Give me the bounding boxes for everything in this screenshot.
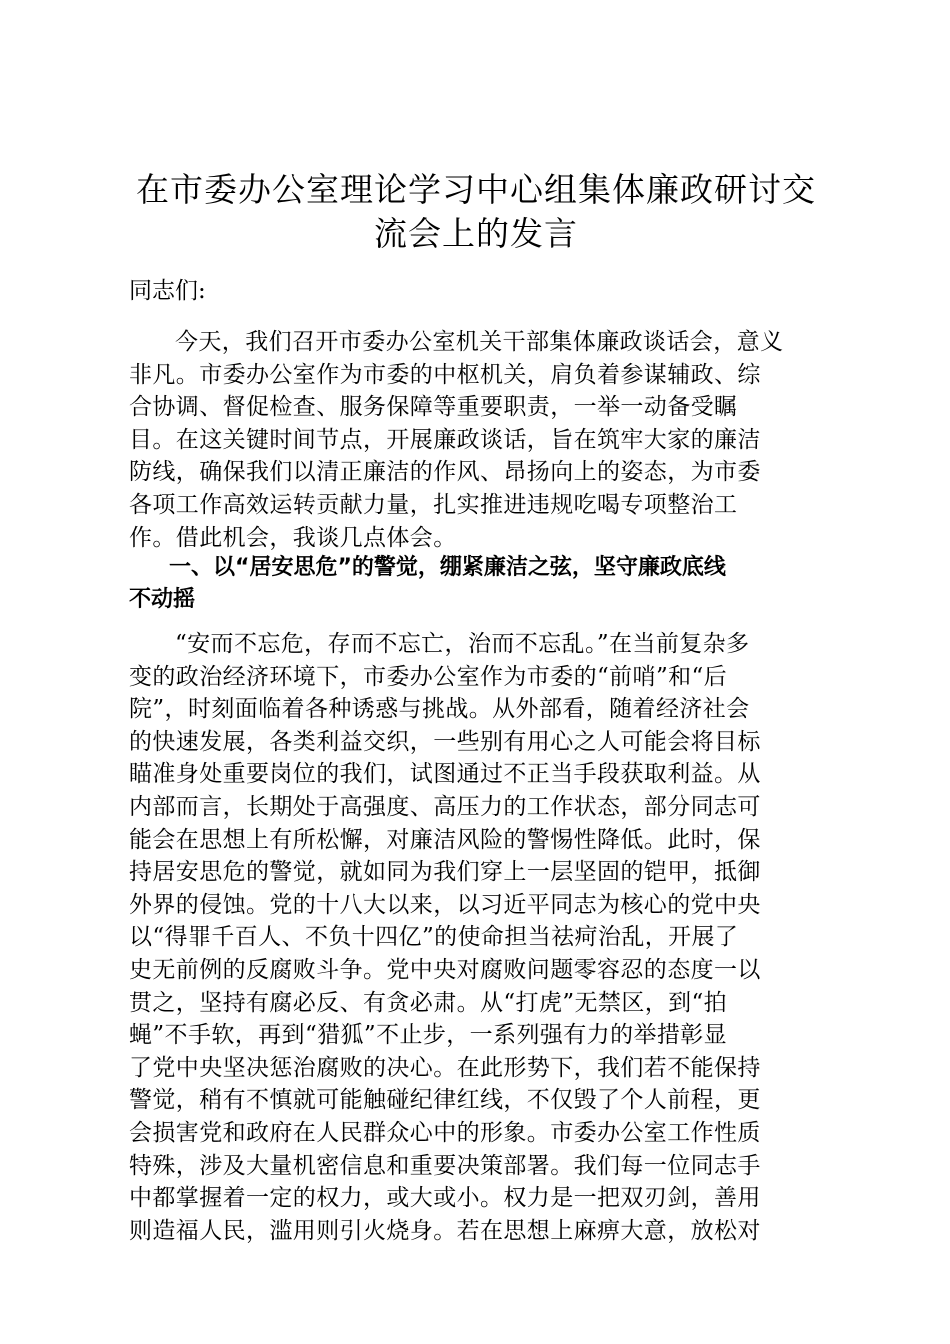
text-line: 特殊，涉及大量机密信息和重要决策部署。我们每一位同志手 xyxy=(129,1152,761,1179)
text-line: 今天，我们召开市委办公室机关干部集体廉政谈话会，意义 xyxy=(175,329,784,355)
title-line: 流会上的发言 xyxy=(374,214,578,253)
text-line: 院”，时刻面临着各种诱惑与挑战。从外部看，随着经济社会 xyxy=(129,696,750,723)
text-line: “安而不忘危，存而不忘亡，治而不忘乱。”在当前复杂多 xyxy=(175,631,750,657)
text-line: 贯之，坚持有腐必反、有贪必肃。从“打虎”无禁区，到“拍 xyxy=(129,989,728,1016)
text-line: 史无前例的反腐败斗争。党中央对腐败问题零容忍的态度一以 xyxy=(129,956,761,983)
text-line: 则造福人民，滥用则引火烧身。若在思想上麻痹大意，放松对 xyxy=(129,1217,761,1244)
text-line: 合协调、督促检查、服务保障等重要职责，一举一动备受瞩 xyxy=(129,394,738,421)
text-line: 持居安思危的警觉，就如同为我们穿上一层坚固的铠甲，抵御 xyxy=(129,859,761,886)
heading-line: 一、以“居安思危”的警觉，绷紧廉洁之弦，坚守廉政底线 xyxy=(169,555,726,580)
text-line: 非凡。市委办公室作为市委的中枢机关，肩负着参谋辅政、综 xyxy=(129,361,761,388)
text-line: 了党中央坚决惩治腐败的决心。在此形势下，我们若不能保持 xyxy=(129,1054,761,1081)
section-heading xyxy=(129,552,829,616)
text-line: 中都掌握着一定的权力，或大或小。权力是一把双刃剑，善用 xyxy=(129,1185,761,1212)
text-line: 会损害党和政府在人民群众心中的形象。市委办公室工作性质 xyxy=(129,1119,761,1146)
text-line: 防线，确保我们以清正廉洁的作风、昂扬向上的姿态，为市委 xyxy=(129,459,761,486)
text-line: 作。借此机会，我谈几点体会。 xyxy=(129,524,457,551)
text-line: 变的政治经济环境下，市委办公室作为市委的“前哨”和“后 xyxy=(129,663,728,690)
text-line: 蝇”不手软，再到“猎狐”不止步，一系列强有力的举措彰显 xyxy=(129,1022,728,1049)
text-line: 外界的侵蚀。党的十八大以来，以习近平同志为核心的党中央 xyxy=(129,891,761,918)
heading-line: 不动摇 xyxy=(129,587,196,612)
section-paragraph xyxy=(129,628,829,1247)
salutation: 同志们: xyxy=(129,278,206,304)
text-line: 能会在思想上有所松懈，对廉洁风险的警惕性降低。此时，保 xyxy=(129,826,761,853)
title-line: 在市委办公室理论学习中心组集体廉政研讨交 xyxy=(136,170,816,209)
text-line: 警觉，稍有不慎就可能触碰纪律红线，不仅毁了个人前程，更 xyxy=(129,1087,761,1114)
intro-paragraph xyxy=(129,326,829,554)
text-line: 的快速发展，各类利益交织，一些别有用心之人可能会将目标 xyxy=(129,728,761,755)
text-line: 以“得罪千百人、不负十四亿”的使命担当祛疴治乱，开展了 xyxy=(129,924,739,951)
text-line: 目。在这关键时间节点，开展廉政谈话，旨在筑牢大家的廉洁 xyxy=(129,426,761,453)
text-line: 内部而言，长期处于高强度、高压力的工作状态，部分同志可 xyxy=(129,793,761,820)
document-title xyxy=(120,168,832,256)
text-line: 各项工作高效运转贡献力量，扎实推进违规吃喝专项整治工 xyxy=(129,491,738,518)
text-line: 瞄准身处重要岗位的我们，试图通过不正当手段获取利益。从 xyxy=(129,761,761,788)
